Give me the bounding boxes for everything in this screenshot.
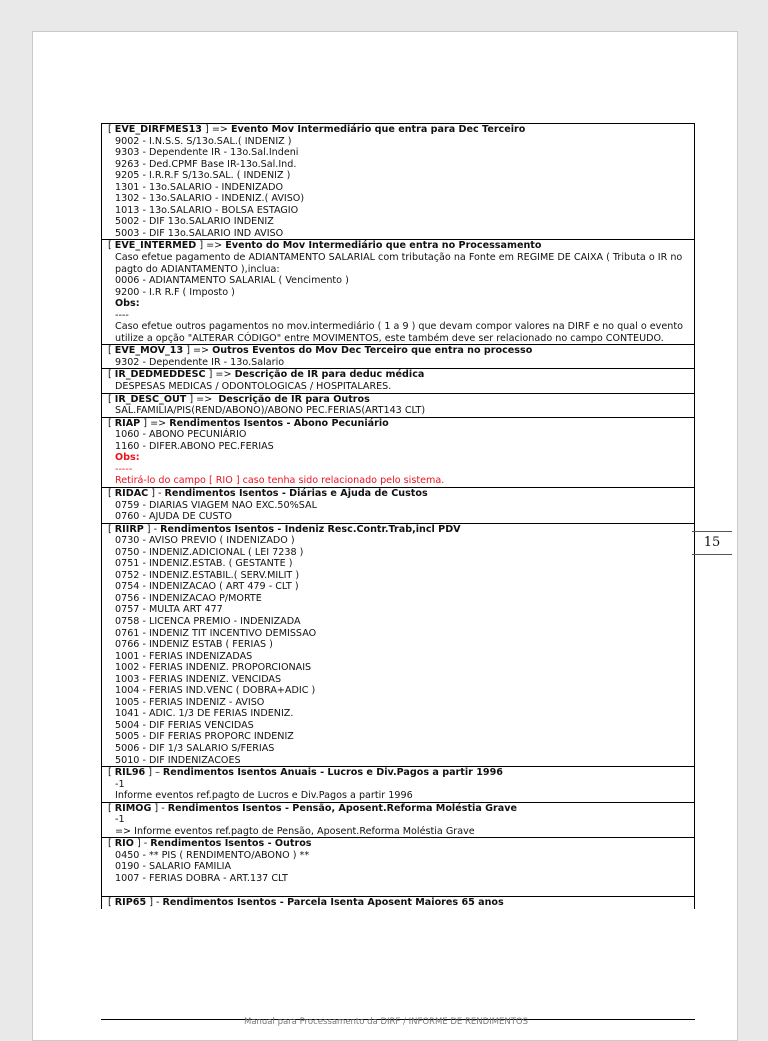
bracket-open: [: [108, 240, 115, 252]
section-line: 0756 - INDENIZACAO P/MORTE: [115, 592, 262, 604]
section-code: RIMOG: [114, 802, 152, 814]
section-line: 0190 - SALARIO FAMILIA: [115, 861, 232, 873]
section-line: => Informe eventos ref.pagto de Pensão, Aposent.Reforma Moléstia Grave: [115, 825, 475, 837]
section-title: Rendimentos Isentos - Parcela Isenta Aposent Maiores 65 anos: [162, 897, 504, 909]
section-header: [108, 524, 694, 536]
section-line: Retirá-lo do campo [ RIO ] caso tenha sido relacionado pelo sistema.: [115, 475, 445, 487]
section-line: 5004 - DIF FERIAS VENCIDAS: [115, 719, 254, 731]
section-line: 0766 - INDENIZ ESTAB ( FERIAS ): [115, 639, 273, 651]
section-separator: =>: [193, 393, 219, 405]
section-line: 5002 - DIF 13o.SALARIO INDENIZ: [115, 216, 274, 228]
section-line: -1: [115, 778, 125, 790]
section-line: 0761 - INDENIZ TIT INCENTIVO DEMISSAO: [115, 627, 317, 639]
section-line: 9002 - I.N.S.S. S/13o.SAL.( INDENIZ ): [115, 135, 292, 147]
section-code: RIO: [114, 838, 134, 850]
section-line: 9200 - I.R R.F ( Imposto ): [115, 286, 235, 298]
section-header: [108, 240, 694, 252]
section-line: 1041 - ADIC. 1/3 DE FERIAS INDENIZ.: [115, 708, 294, 720]
section-line: 0758 - LICENCA PREMIO - INDENIZADA: [115, 615, 301, 627]
section-riirp: [101, 524, 695, 767]
section-code: RIAP: [114, 417, 141, 429]
section-ridac: [101, 488, 695, 524]
section-line: 1302 - 13o.SALARIO - INDENIZ.( AVISO): [115, 193, 305, 205]
section-header: [108, 767, 694, 779]
section-line: Caso efetue outros pagamentos no mov.intermediário ( 1 a 9 ) que devam compor valores na DIRF e no qual o evento utilize a opção "ALTERAR CÓDIGO" entre MOVIMENTOS, este também deve ser relacionado no campo CONTEUDO.: [115, 321, 683, 344]
section-line: 1160 - DIFER.ABONO PEC.FERIAS: [115, 440, 274, 452]
section-header: [108, 394, 694, 406]
bracket-open: [: [108, 802, 115, 814]
section-title: Descrição de IR para deduc médica: [234, 369, 425, 381]
section-line: 5010 - DIF INDENIZACOES: [115, 754, 241, 766]
section-line: Informe eventos ref.pagto de Lucros e Div.Pagos a partir 1996: [115, 790, 413, 802]
section-line: Caso efetue pagamento de ADIANTAMENTO SALARIAL com tributação na Fonte em REGIME DE CAIXA ( Tributa o IR no pagto do ADIANTAMENTO ),inclua:: [115, 252, 683, 275]
section-rio: [101, 838, 695, 897]
bracket-open: [: [108, 523, 115, 535]
section-ril96: [101, 767, 695, 803]
section-title: Rendimentos Isentos - Diárias e Ajuda de Custos: [164, 487, 428, 499]
section-separator: =>: [212, 369, 235, 381]
section-header: [108, 418, 694, 430]
bracket-close: ]: [140, 417, 148, 429]
bracket-close: ]: [205, 369, 213, 381]
bracket-open: [: [108, 393, 115, 405]
section-separator: =>: [203, 240, 226, 252]
section-header: [108, 803, 694, 815]
section-header: [108, 838, 694, 850]
section-separator: =>: [147, 417, 170, 429]
section-line: 1013 - 13o.SALARIO - BOLSA ESTAGIO: [115, 204, 299, 216]
section-separator: -: [150, 523, 161, 535]
section-title: Outros Eventos do Mov Dec Terceiro que entra no processo: [212, 345, 533, 357]
document-page: [32, 31, 738, 1041]
section-title: Rendimentos Isentos - Outros: [150, 838, 312, 850]
bracket-close: ]: [201, 124, 209, 135]
section-title: Rendimentos Isentos - Indeniz Resc.Contr.Trab,incl PDV: [160, 523, 461, 535]
section-line: 9263 - Ded.CPMF Base IR-13o.Sal.Ind.: [115, 158, 297, 170]
bracket-close: ]: [196, 240, 204, 252]
section-code: RIDAC: [114, 487, 149, 499]
section-code: EVE_DIRFMES13: [114, 124, 202, 135]
section-line: 1301 - 13o.SALARIO - INDENIZADO: [115, 181, 284, 193]
bracket-open: [: [108, 897, 115, 909]
section-line: 0006 - ADIANTAMENTO SALARIAL ( Vencimento ): [115, 275, 349, 287]
section-separator: =>: [189, 345, 213, 357]
section-title: Evento do Mov Intermediário que entra no Processamento: [225, 240, 542, 252]
bracket-close: ]: [143, 523, 151, 535]
section-header: [108, 897, 694, 909]
section-title: Evento Mov Intermediário que entra para Dec Terceiro: [230, 124, 526, 135]
bracket-open: [: [108, 345, 115, 357]
section-line: DESPESAS MEDICAS / ODONTOLOGICAS / HOSPITALARES.: [115, 381, 392, 393]
section-code: EVE_MOV_13: [114, 345, 184, 357]
section-title: Rendimentos Isentos Anuais - Lucros e Div.Pagos a partir 1996: [162, 767, 503, 779]
bracket-open: [: [108, 124, 115, 135]
section-line: 0750 - INDENIZ.ADICIONAL ( LEI 7238 ): [115, 546, 304, 558]
section-line: 1007 - FERIAS DOBRA - ART.137 CLT: [115, 873, 288, 884]
section-separator: -: [158, 802, 168, 814]
section-separator: –: [152, 767, 163, 779]
section-header: [108, 488, 694, 500]
section-line: 0450 - ** PIS ( RENDIMENTO/ABONO ) **: [115, 849, 310, 861]
section-line: 9205 - I.R.R.F S/13o.SAL. ( INDENIZ ): [115, 170, 291, 182]
section-line: 0730 - AVISO PREVIO ( INDENIZADO ): [115, 535, 295, 547]
section-code: RIIRP: [114, 523, 144, 535]
section-line: -1: [115, 814, 125, 826]
bracket-close: ]: [148, 487, 155, 499]
section-title: Rendimentos Isentos - Abono Pecuniário: [169, 417, 389, 429]
section-line: 1003 - FERIAS INDENIZ. VENCIDAS: [115, 673, 282, 685]
section-ir-dedmeddesc: [101, 369, 695, 393]
section-line: 0757 - MULTA ART 477: [115, 604, 223, 616]
section-rip65: [101, 897, 695, 909]
section-title: Rendimentos Isentos - Pensão, Aposent.Reforma Moléstia Grave: [167, 802, 517, 814]
section-title: Descrição de IR para Outros: [218, 393, 370, 405]
section-line: 9303 - Dependente IR - 13o.Sal.Indeni: [115, 147, 299, 159]
obs-label: Obs:: [115, 298, 140, 310]
bracket-open: [: [108, 369, 115, 381]
section-line: 0752 - INDENIZ.ESTABIL.( SERV.MILIT ): [115, 569, 300, 581]
section-line: [108, 885, 694, 897]
bracket-close: ]: [145, 767, 153, 779]
section-code: IR_DEDMEDDESC: [114, 369, 206, 381]
section-line: -----: [115, 463, 133, 475]
parameters-table: [101, 123, 695, 1020]
bracket-open: [: [108, 838, 115, 850]
section-line: 0759 - DIARIAS VIAGEM NAO EXC.50%SAL: [115, 499, 317, 511]
section-line: 1004 - FERIAS IND.VENC ( DOBRA+ADIC ): [115, 685, 316, 697]
section-line: 1001 - FERIAS INDENIZADAS: [115, 650, 253, 662]
section-line: 5006 - DIF 1/3 SALARIO S/FERIAS: [115, 742, 275, 754]
section-separator: -: [152, 897, 163, 909]
section-line: SAL.FAMILIA/PIS(REND/ABONO)/ABONO PEC.FERIAS(ART143 CLT): [115, 405, 426, 417]
section-header: [108, 345, 694, 357]
section-line: ----: [115, 309, 129, 321]
section-eve-dirfmes13: [101, 124, 695, 240]
bracket-close: ]: [146, 897, 153, 909]
section-line: 5003 - DIF 13o.SALARIO IND AVISO: [115, 227, 284, 239]
section-line: 1060 - ABONO PECUNIÁRIO: [115, 429, 247, 441]
section-eve-intermed: [101, 240, 695, 345]
section-separator: -: [154, 487, 165, 499]
section-eve-mov-13: [101, 345, 695, 369]
bracket-close: ]: [183, 345, 190, 357]
section-header: [108, 369, 694, 381]
section-separator: =>: [208, 124, 231, 135]
bracket-close: ]: [133, 838, 141, 850]
section-line: 0760 - AJUDA DE CUSTO: [115, 511, 232, 523]
section-line: 9302 - Dependente IR - 13o.Salario: [115, 356, 285, 368]
obs-label: Obs:: [115, 452, 140, 464]
section-rimog: [101, 803, 695, 839]
section-line: 0751 - INDENIZ.ESTAB. ( GESTANTE ): [115, 558, 293, 570]
section-line: 1002 - FERIAS INDENIZ. PROPORCIONAIS: [115, 662, 312, 674]
section-code: RIL96: [114, 767, 146, 779]
section-separator: -: [140, 838, 151, 850]
bracket-close: ]: [186, 393, 194, 405]
section-line: 5005 - DIF FERIAS PROPORC INDENIZ: [115, 731, 294, 743]
bracket-open: [: [108, 417, 115, 429]
section-line: 1005 - FERIAS INDENIZ - AVISO: [115, 696, 265, 708]
bracket-close: ]: [151, 802, 159, 814]
section-code: RIP65: [114, 897, 147, 909]
bracket-open: [: [108, 767, 115, 779]
section-riap: [101, 418, 695, 488]
section-header: [108, 124, 694, 136]
section-ir-desc-out: [101, 394, 695, 418]
section-code: EVE_INTERMED: [114, 240, 197, 252]
page-footer: Manual para Processamento da DIRF / INFORME DE RENDIMENTOS: [243, 1017, 528, 1027]
page-number: 15: [692, 531, 732, 555]
section-line: 0754 - INDENIZACAO ( ART 479 - CLT ): [115, 581, 299, 593]
section-code: IR_DESC_OUT: [114, 393, 187, 405]
bracket-open: [: [108, 487, 115, 499]
